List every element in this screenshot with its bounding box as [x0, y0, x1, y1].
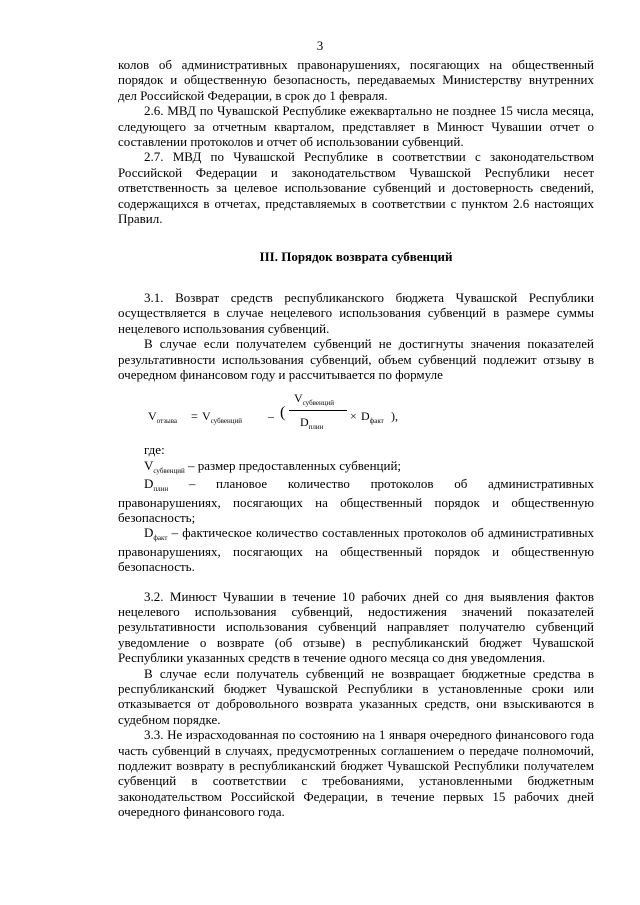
formula-v-otzyva: $V_{отзыва}$ [148, 409, 178, 426]
document-body [118, 57, 594, 820]
section-heading: III. Порядок возврата субвенций [259, 249, 453, 265]
formula-equals: = [191, 409, 198, 424]
paragraph-3-1: 3.1. Возврат средств республиканского бюджета Чувашской Республики осуществляется в случае нецелевого использования субвенций в размере суммы нецелевого использования субвенций. [118, 289, 594, 336]
paragraph-3-2-b: В случае если получатель субвенций не возвращает бюджетные средства в республиканский бюджет Чувашской Республики в установленные сроки или отказывается от добровольного возврата указанных средств, они взыскиваются в судебном порядке. [118, 665, 594, 727]
formula-d-fact: $D_{факт}$ [361, 409, 384, 426]
formula-denominator: $D_{плин}$ [300, 415, 324, 432]
paragraph-3-2: 3.2. Минюст Чувашии в течение 10 рабочих дней со дня выявления фактов нецелевого использования субвенций, недостижения значений показателей результативности использования субвенций направляет получателю субвенций уведомление о возврате (об отзыве) в республиканский бюджет Чувашской Республики указанных средств в течение одного месяца со дня уведомления. [118, 588, 594, 666]
paragraph-3-3: 3.3. Не израсходованная по состоянию на 1 января очередного финансового года часть субвенций в случаях, предусмотренных соглашением о передаче полномочий, подлежит возврату в республиканский бюджет Чувашской Республики получателем субвенций в соответствии с требованиями, установленными бюджетным законодательством Российской Федерации, в течение первых 15 рабочих дней очередного финансового года. [118, 727, 594, 820]
formula-fraction-bar [289, 410, 347, 411]
formula [118, 390, 594, 432]
formula-times: × [350, 409, 357, 424]
formula-open-paren: ( [280, 404, 286, 422]
paragraph-2-7: 2.7. МВД по Чувашской Республике в соответствии с законодательством Российской Федерации и законодательством Чувашской Республики несет ответственность за целевое использование субвенций и достоверность сведений, содержащихся в отчетах, представляемых в соответствии с пунктом 2.6 настоящих Правил. [118, 149, 594, 227]
formula-close: ), [391, 409, 398, 424]
formula-minus: – [268, 409, 274, 424]
paragraph-3-1-b: В случае если получателем субвенций не достигнуты значения показателей результативности использования субвенций, объем субвенций подлежит отзыву в очередном финансовом году и рассчитывается по формуле [118, 336, 594, 382]
paragraph-2-6: 2.6. МВД по Чувашской Республике ежеквартально не позднее 15 числа месяца, следующего за отчетным кварталом, представляет в Минюст Чувашии отчет о составлении протоколов и отчет об использовании субвенций. [118, 103, 594, 150]
where-label: где: [144, 442, 165, 458]
formula-v-subvencij: $V_{субвенций}$ [202, 409, 243, 426]
definition-d-plan: $D_{плин}$ – плановое количество протоколов об административных правонарушениях, посягающих на общественный порядок и общественную безопасность; [118, 476, 594, 525]
definition-d-fact: $D_{факт}$ – фактическое количество составленных протоколов об административных правонарушениях, посягающих на общественный порядок и общественную безопасность. [118, 525, 594, 575]
formula-numerator: $V_{субвенций}$ [294, 391, 335, 408]
page-number: 3 [316, 38, 324, 53]
definition-v: $V_{субвенций}$ – размер предоставленных субвенций; [144, 457, 402, 475]
paragraph-intro: колов об административных правонарушениях, посягающих на общественный порядок и общественную безопасность, передаваемых Министерству внутренних дел Российской Федерации, в срок до 1 февраля. [118, 57, 594, 103]
spacer [118, 575, 594, 589]
